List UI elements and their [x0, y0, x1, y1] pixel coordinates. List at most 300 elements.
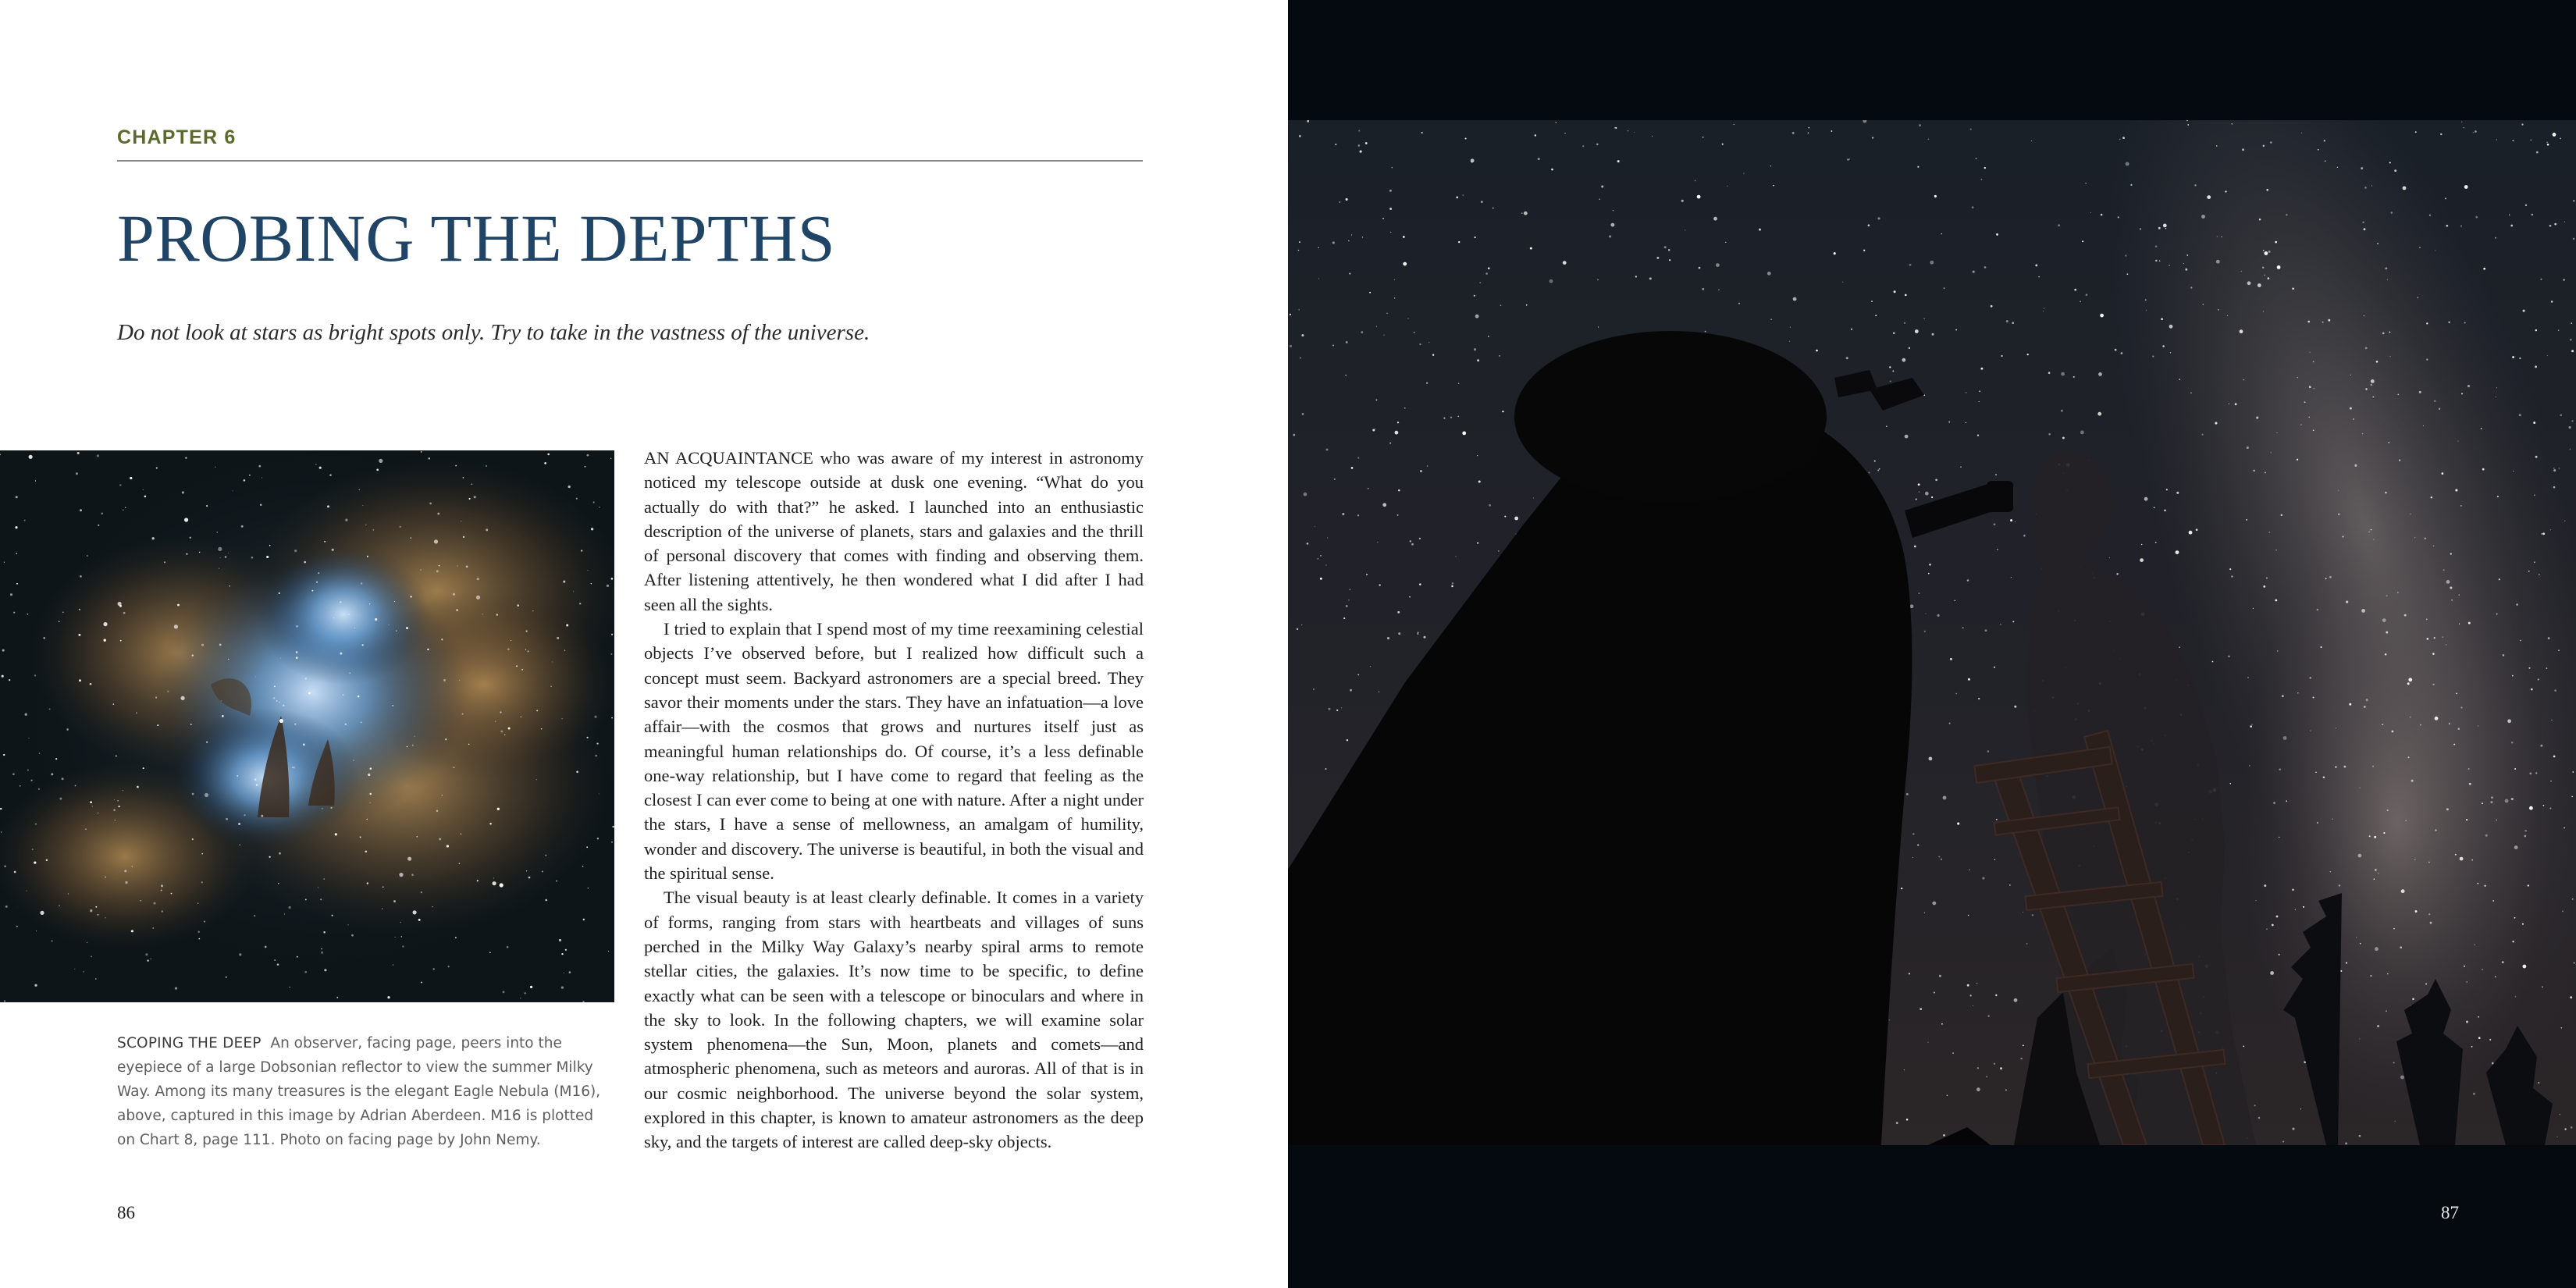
star-dot	[24, 520, 26, 521]
star-dot	[2258, 1117, 2261, 1119]
star-dot	[294, 724, 296, 725]
star-dot	[186, 553, 187, 555]
star-dot	[2528, 571, 2530, 572]
star-dot	[2014, 998, 2018, 1002]
star-dot	[1928, 138, 1930, 140]
star-dot	[2512, 941, 2514, 942]
star-dot	[2407, 682, 2410, 685]
star-dot	[277, 963, 279, 966]
star-dot	[496, 614, 498, 615]
star-dot	[588, 570, 589, 571]
star-dot	[2420, 724, 2421, 726]
star-dot	[2419, 391, 2421, 393]
star-dot	[1909, 264, 1912, 266]
star-dot	[2496, 139, 2497, 140]
star-dot	[1582, 145, 1584, 147]
star-dot	[1346, 341, 1348, 343]
star-dot	[2386, 268, 2388, 270]
star-dot	[2477, 883, 2478, 884]
star-dot	[468, 744, 469, 745]
star-dot	[2345, 1143, 2347, 1145]
star-dot	[244, 479, 246, 482]
star-dot	[2349, 703, 2351, 706]
star-dot	[293, 767, 295, 769]
star-dot	[400, 922, 401, 923]
star-dot	[2538, 678, 2539, 680]
star-dot	[2434, 637, 2435, 639]
star-dot	[462, 713, 464, 715]
star-dot	[2, 675, 4, 678]
star-dot	[2534, 495, 2535, 496]
star-dot	[1601, 185, 1603, 187]
star-dot	[1325, 564, 1327, 566]
star-dot	[256, 784, 258, 785]
star-dot	[2227, 315, 2228, 316]
star-dot	[392, 705, 393, 706]
star-dot	[459, 863, 460, 864]
star-dot	[1925, 492, 1929, 496]
star-dot	[1397, 422, 1399, 423]
star-dot	[2023, 1044, 2024, 1046]
star-dot	[439, 565, 440, 567]
star-dot	[167, 691, 169, 692]
star-dot	[1420, 470, 1422, 472]
star-dot	[2155, 245, 2158, 247]
star-dot	[2270, 141, 2272, 144]
star-dot	[2323, 777, 2325, 778]
star-dot	[1351, 234, 1352, 235]
star-dot	[2032, 914, 2033, 916]
star-dot	[1773, 185, 1774, 187]
star-dot	[340, 653, 342, 655]
star-dot	[413, 910, 417, 914]
star-dot	[552, 661, 553, 662]
star-dot	[2397, 393, 2399, 395]
star-dot	[137, 786, 139, 788]
star-dot	[1997, 549, 1998, 550]
star-dot	[1369, 292, 1371, 294]
star-dot	[369, 802, 370, 803]
star-dot	[349, 672, 350, 674]
star-dot	[2073, 376, 2075, 378]
star-dot	[1475, 237, 1476, 238]
star-dot	[1290, 314, 1291, 315]
star-dot	[2383, 832, 2385, 834]
star-dot	[304, 971, 307, 973]
star-dot	[98, 914, 99, 916]
star-dot	[1474, 348, 1476, 350]
star-dot	[2313, 429, 2314, 431]
star-dot	[85, 828, 87, 830]
star-dot	[297, 956, 298, 958]
star-dot	[367, 882, 368, 884]
star-dot	[345, 724, 347, 725]
star-dot	[2560, 138, 2561, 140]
star-dot	[421, 982, 422, 984]
star-dot	[2125, 254, 2126, 256]
star-dot	[2346, 601, 2348, 603]
star-dot	[1334, 479, 1336, 480]
star-dot	[2410, 717, 2411, 718]
star-dot	[2307, 321, 2310, 323]
star-dot	[2435, 717, 2439, 720]
star-dot	[2119, 139, 2120, 140]
star-dot	[2442, 636, 2443, 638]
star-dot	[2392, 731, 2394, 733]
star-dot	[114, 799, 115, 800]
star-dot	[1847, 158, 1848, 160]
star-dot	[2231, 575, 2233, 577]
star-dot	[2395, 1121, 2396, 1122]
star-dot	[486, 465, 487, 467]
star-dot	[2393, 928, 2395, 930]
star-dot	[2510, 225, 2513, 227]
star-dot	[1382, 503, 1386, 507]
star-dot	[2571, 350, 2574, 352]
star-dot	[2165, 228, 2166, 229]
star-dot	[9, 679, 10, 681]
star-dot	[279, 719, 283, 723]
star-dot	[2478, 1016, 2479, 1018]
star-dot	[103, 622, 107, 626]
star-dot	[2118, 216, 2119, 218]
star-dot	[2460, 505, 2462, 507]
star-dot	[2511, 798, 2514, 800]
star-dot	[2443, 569, 2445, 571]
star-dot	[477, 578, 479, 580]
star-dot	[2378, 873, 2379, 874]
star-dot	[1759, 229, 1761, 231]
star-dot	[2196, 528, 2198, 531]
star-dot	[1332, 241, 1335, 244]
star-dot	[596, 742, 598, 744]
star-dot	[2410, 514, 2411, 515]
star-dot	[51, 773, 53, 775]
star-dot	[2403, 187, 2407, 190]
star-dot	[612, 826, 614, 828]
star-dot	[1485, 272, 1488, 275]
star-dot	[120, 640, 122, 642]
star-dot	[1361, 331, 1363, 333]
star-dot	[1725, 242, 1726, 243]
star-dot	[1943, 796, 1947, 800]
star-dot	[1596, 144, 1598, 145]
star-dot	[1397, 611, 1400, 614]
star-dot	[1423, 636, 1425, 639]
star-dot	[1968, 678, 1970, 681]
star-dot	[113, 809, 116, 812]
star-dot	[1918, 483, 1920, 486]
star-dot	[448, 966, 450, 967]
star-dot	[2572, 898, 2574, 900]
star-dot	[315, 464, 317, 465]
star-dot	[1909, 973, 1910, 974]
star-dot	[1414, 332, 1415, 333]
star-dot	[31, 780, 33, 781]
star-dot	[2482, 468, 2485, 471]
star-dot	[2467, 385, 2470, 387]
star-dot	[2471, 1046, 2473, 1048]
star-dot	[330, 807, 332, 809]
star-dot	[192, 838, 194, 840]
star-dot	[1960, 467, 1961, 468]
star-dot	[2519, 414, 2521, 416]
star-dot	[1535, 134, 1536, 136]
star-dot	[526, 870, 527, 871]
star-dot	[1357, 144, 1360, 147]
star-dot	[1955, 693, 1957, 695]
star-dot	[2265, 251, 2268, 255]
star-dot	[2159, 260, 2161, 262]
star-dot	[2155, 260, 2157, 262]
star-dot	[1325, 768, 1327, 770]
star-dot	[284, 913, 285, 914]
star-dot	[2006, 320, 2008, 322]
star-dot	[2524, 835, 2526, 838]
star-dot	[226, 818, 228, 820]
star-dot	[1358, 130, 1360, 131]
star-dot	[241, 525, 244, 528]
star-dot	[2163, 224, 2167, 228]
star-dot	[382, 887, 384, 888]
star-dot	[2366, 699, 2368, 701]
star-dot	[2364, 706, 2366, 708]
star-dot	[476, 596, 480, 600]
star-dot	[1916, 498, 1917, 500]
star-dot	[2259, 219, 2261, 221]
star-dot	[2317, 609, 2319, 611]
star-dot	[2450, 553, 2452, 555]
star-dot	[1327, 538, 1328, 539]
star-dot	[401, 936, 402, 937]
star-dot	[131, 930, 133, 932]
star-dot	[2496, 387, 2497, 388]
star-dot	[1879, 468, 1880, 470]
star-dot	[2553, 469, 2556, 471]
star-dot	[171, 893, 173, 895]
star-dot	[2495, 977, 2496, 978]
star-dot	[2450, 586, 2452, 589]
star-dot	[421, 451, 422, 453]
star-dot	[2415, 910, 2418, 913]
star-dot	[95, 978, 97, 980]
star-dot	[1389, 190, 1392, 192]
star-dot	[2533, 422, 2535, 424]
star-dot	[2529, 773, 2532, 775]
star-dot	[1928, 573, 1930, 575]
star-dot	[2459, 595, 2460, 596]
star-dot	[1328, 708, 1330, 710]
star-dot	[2270, 971, 2274, 975]
star-dot	[532, 610, 533, 611]
star-dot	[1872, 137, 1873, 138]
star-dot	[1943, 1134, 1945, 1137]
body-paragraph: AN ACQUAINTANCE who was aware of my interest in astronomy noticed my telescope outside at dusk one evening. “What do you actually do with that?” he asked. I launched into an enthusiastic description of the universe of planets, stars and galaxies and the thrill of personal discovery that comes with finding and observing them. After listening attentively, he then wondered what I did after I had seen all the sights.	[644, 448, 1144, 614]
star-dot	[1336, 710, 1338, 711]
star-dot	[1613, 210, 1614, 211]
star-dot	[1, 831, 2, 832]
star-dot	[2130, 184, 2132, 186]
star-dot	[2170, 352, 2171, 353]
epigraph-quote: Do not look at stars as bright spots only. Try to take in the vastness of the universe.	[117, 320, 870, 345]
star-dot	[2446, 225, 2448, 227]
star-dot	[116, 756, 117, 757]
star-dot	[1918, 592, 1920, 594]
star-dot	[2304, 1061, 2306, 1063]
star-dot	[1383, 335, 1384, 336]
star-dot	[2361, 609, 2365, 613]
star-dot	[1599, 198, 1600, 200]
star-dot	[2186, 254, 2188, 256]
star-dot	[83, 971, 84, 973]
star-dot	[1738, 303, 1740, 304]
star-dot	[1905, 294, 1907, 297]
star-dot	[152, 927, 154, 929]
star-dot	[2428, 862, 2430, 863]
star-dot	[582, 866, 584, 867]
star-dot	[117, 800, 118, 801]
star-dot	[2514, 768, 2516, 770]
star-dot	[2012, 322, 2014, 324]
star-dot	[2176, 492, 2179, 494]
star-dot	[2464, 185, 2468, 189]
star-dot	[318, 572, 319, 574]
star-dot	[237, 775, 238, 777]
star-dot	[2432, 653, 2435, 655]
star-dot	[373, 529, 375, 531]
star-dot	[292, 767, 294, 768]
star-dot	[1816, 350, 1818, 352]
star-dot	[455, 465, 457, 467]
star-dot	[2468, 768, 2470, 770]
star-dot	[2417, 297, 2418, 299]
star-dot	[221, 700, 222, 701]
star-dot	[16, 583, 18, 585]
star-dot	[427, 649, 429, 650]
star-dot	[2543, 805, 2545, 806]
star-dot	[2146, 310, 2147, 311]
star-dot	[2375, 869, 2377, 871]
star-dot	[2512, 675, 2514, 677]
star-dot	[1924, 318, 1925, 319]
star-dot	[1868, 471, 1870, 473]
star-dot	[2531, 688, 2533, 691]
star-dot	[2277, 265, 2281, 269]
star-dot	[587, 737, 589, 738]
star-dot	[229, 585, 230, 587]
star-dot	[255, 676, 256, 677]
star-dot	[1967, 579, 1969, 582]
star-dot	[2495, 237, 2496, 239]
star-dot	[1615, 127, 1617, 129]
star-dot	[279, 592, 280, 594]
star-dot	[273, 697, 276, 699]
star-dot	[525, 649, 526, 650]
star-dot	[1793, 297, 1797, 301]
star-dot	[1332, 344, 1334, 346]
star-dot	[418, 919, 421, 921]
star-dot	[2446, 808, 2449, 810]
star-dot	[2433, 546, 2435, 547]
star-dot	[104, 639, 106, 642]
star-dot	[2375, 947, 2379, 951]
star-dot	[2082, 240, 2083, 242]
star-dot	[2362, 222, 2364, 223]
star-dot	[1551, 169, 1553, 171]
star-dot	[2229, 568, 2231, 570]
star-dot	[2038, 276, 2040, 278]
star-dot	[439, 838, 441, 840]
star-dot	[2279, 768, 2280, 770]
star-dot	[2313, 388, 2314, 390]
star-dot	[2525, 205, 2527, 206]
star-dot	[1477, 359, 1479, 361]
star-dot	[1919, 124, 1921, 126]
star-dot	[2385, 653, 2387, 656]
star-dot	[411, 874, 414, 877]
star-dot	[35, 824, 37, 825]
star-dot	[1458, 241, 1460, 243]
star-dot	[1349, 589, 1350, 590]
star-dot	[2225, 190, 2226, 192]
star-dot	[521, 716, 522, 717]
star-dot	[474, 496, 476, 498]
star-dot	[2507, 719, 2511, 723]
star-dot	[2466, 819, 2467, 820]
star-dot	[1395, 431, 1399, 435]
star-dot	[2540, 279, 2542, 280]
star-dot	[1934, 992, 1935, 994]
star-dot	[608, 951, 609, 952]
star-dot	[136, 712, 137, 713]
star-dot	[49, 708, 51, 710]
star-dot	[526, 631, 528, 632]
star-dot	[2155, 542, 2157, 543]
star-dot	[2399, 459, 2400, 461]
star-dot	[388, 624, 389, 625]
star-dot	[497, 808, 500, 810]
star-dot	[2258, 283, 2261, 287]
star-dot	[365, 850, 367, 852]
star-dot	[324, 969, 326, 971]
star-dot	[2574, 962, 2575, 964]
star-dot	[544, 462, 546, 464]
star-dot	[143, 489, 144, 490]
star-dot	[2569, 426, 2571, 429]
star-dot	[1970, 129, 1972, 130]
star-dot	[2473, 132, 2474, 133]
star-dot	[2553, 133, 2556, 137]
star-dot	[2475, 130, 2477, 133]
star-dot	[2546, 142, 2547, 143]
star-dot	[2183, 263, 2184, 264]
star-dot	[2020, 1058, 2022, 1059]
star-dot	[332, 915, 333, 916]
star-dot	[16, 926, 18, 927]
star-dot	[2377, 243, 2379, 244]
star-dot	[573, 591, 574, 592]
star-dot	[1458, 383, 1459, 384]
star-dot	[2371, 529, 2372, 531]
star-dot	[1409, 596, 1411, 598]
star-dot	[2548, 637, 2550, 639]
star-dot	[2166, 489, 2168, 490]
star-dot	[2385, 492, 2386, 493]
star-dot	[2256, 417, 2258, 419]
star-dot	[486, 528, 488, 531]
star-dot	[2376, 361, 2379, 363]
caption-text: An observer, facing page, peers into the eyepiece of a large Dobsonian reflector to view the summer Milky Way. Among its many treasures is the elegant Eagle Nebula (M16), above, captured in this image by Adrian Aberdeen. M16 is plotted on Chart 8, page 111. Photo on facing page by John Nemy.	[117, 1035, 601, 1148]
